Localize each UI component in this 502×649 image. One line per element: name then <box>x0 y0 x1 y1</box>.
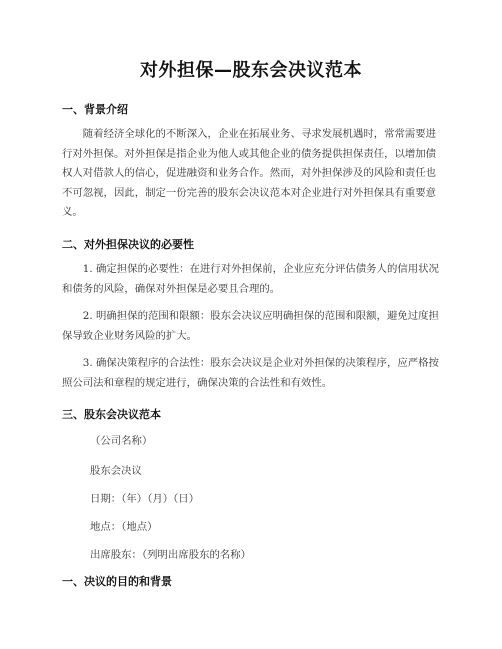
template-company-name: （公司名称） <box>90 435 153 447</box>
paragraph-necessity-1: 1. 确定担保的必要性：在进行对外担保前，企业应充分评估债务人的信用状况和债务的风险，确保对外担保是必要且合理的。 <box>62 263 439 295</box>
section-heading-background: 一、背景介绍 <box>62 103 128 116</box>
section-heading-purpose: 一、决议的目的和背景 <box>62 575 172 588</box>
template-date: 日期：（年）（月）（日） <box>90 493 200 505</box>
document-title: 对外担保—股东会决议范本 <box>140 60 362 81</box>
template-resolution-title: 股东会决议 <box>90 465 142 477</box>
section-heading-template: 三、股东会决议范本 <box>62 408 161 421</box>
template-location: 地点：（地点） <box>90 521 158 533</box>
section-heading-necessity: 二、对外担保决议的必要性 <box>62 238 194 251</box>
paragraph-necessity-3: 3. 确保决策程序的合法性：股东会决议是企业对外担保的决策程序，应严格按照公司法和章程的规定进行，确保决策的合法性和有效性。 <box>62 357 439 389</box>
template-attendees: 出席股东：（列明出席股东的名称） <box>90 549 252 561</box>
paragraph-background: 随着经济全球化的不断深入，企业在拓展业务、寻求发展机遇时，常常需要进行对外担保。对外担保是指企业为他人或其他企业的债务提供担保责任，以增加债权人对借款人的信心，促进融资和业务合作。然而，对外担保涉及的风险和责任也不可忽视，因此，制定一份完善的股东会决议范本对企业进行对外担保具有重要意义。 <box>62 128 437 218</box>
paragraph-necessity-2: 2. 明确担保的范围和限额：股东会决议应明确担保的范围和限额，避免过度担保导致企业财务风险的扩大。 <box>62 310 439 342</box>
